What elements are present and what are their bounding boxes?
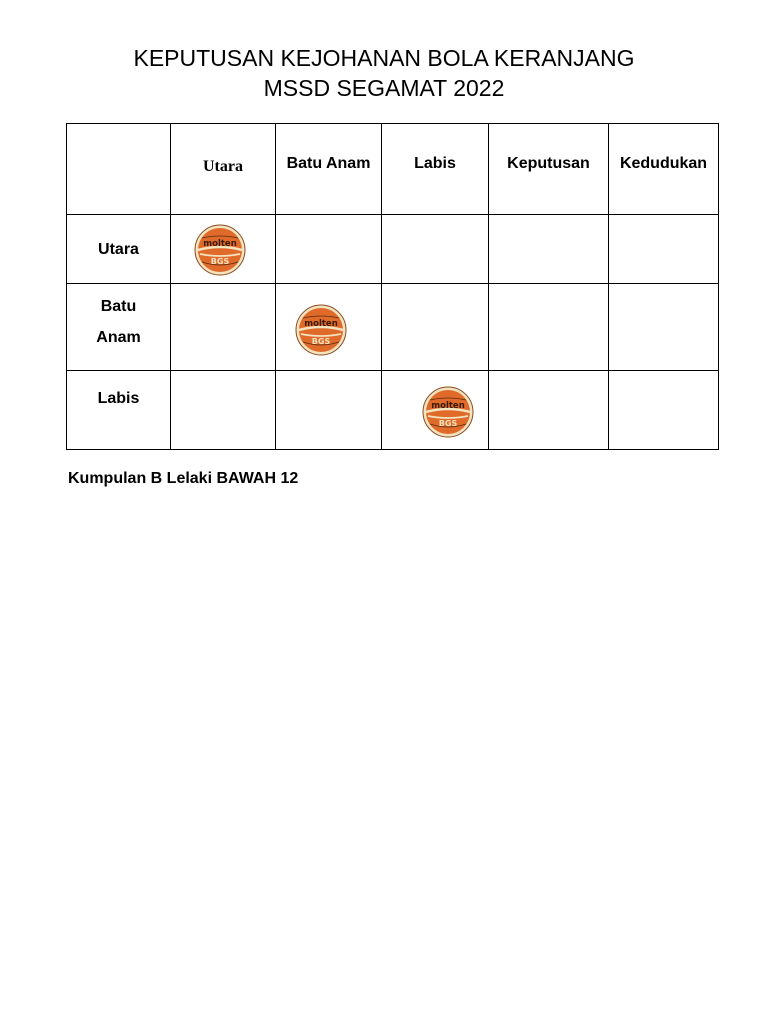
row-label-cell-utara	[67, 215, 171, 284]
row-label-labis: Labis	[97, 390, 140, 407]
table-row-batu-anam	[67, 284, 719, 371]
group-caption: Kumpulan B Lelaki BAWAH 12	[68, 470, 299, 487]
cell-batu-anam-vs-utara	[171, 284, 276, 371]
table-row-utara	[67, 215, 719, 284]
header-cell-utara	[171, 124, 276, 215]
row-label-batu-anam-line1: Batu	[100, 298, 137, 315]
cell-utara-vs-batu-anam	[276, 215, 382, 284]
row-label-batu-anam	[67, 291, 170, 353]
cell-batu-anam-vs-labis	[382, 284, 489, 371]
cell-labis-vs-utara	[171, 371, 276, 450]
svg-text:BGS: BGS	[311, 337, 331, 346]
svg-text:BGS: BGS	[438, 419, 458, 428]
cell-utara-kedudukan	[609, 215, 719, 284]
row-label-cell-labis	[67, 371, 171, 450]
svg-text:molten: molten	[304, 319, 338, 329]
cell-batu-anam-keputusan	[489, 284, 609, 371]
cell-batu-anam-vs-batu-anam	[276, 284, 382, 371]
table-header-row	[67, 124, 719, 215]
row-label-utara: Utara	[98, 241, 139, 258]
row-label-batu-anam-line2: Anam	[96, 329, 141, 346]
header-cell-kedudukan	[609, 124, 719, 215]
svg-text:molten: molten	[431, 401, 465, 411]
basketball-icon	[295, 304, 347, 356]
document-title-line2: MSSD SEGAMAT 2022	[263, 75, 505, 101]
cell-batu-anam-kedudukan	[609, 284, 719, 371]
results-table	[66, 123, 719, 450]
column-header-batu-anam: Batu Anam	[286, 155, 371, 172]
header-cell-batu-anam	[276, 124, 382, 215]
cell-labis-kedudukan	[609, 371, 719, 450]
cell-labis-keputusan	[489, 371, 609, 450]
table-row-labis	[67, 371, 719, 450]
cell-utara-vs-utara	[171, 215, 276, 284]
header-cell-keputusan	[489, 124, 609, 215]
corner-cell	[67, 124, 171, 215]
cell-utara-vs-labis	[382, 215, 489, 284]
column-header-utara: Utara	[203, 158, 243, 175]
column-header-labis: Labis	[414, 155, 456, 172]
cell-utara-keputusan	[489, 215, 609, 284]
basketball-icon	[194, 224, 246, 276]
svg-text:molten: molten	[203, 239, 237, 249]
cell-labis-vs-batu-anam	[276, 371, 382, 450]
row-label-cell-batu-anam	[67, 284, 171, 371]
svg-text:BGS: BGS	[210, 257, 230, 266]
column-header-keputusan: Keputusan	[507, 155, 590, 172]
column-header-kedudukan: Kedudukan	[619, 155, 708, 172]
cell-labis-vs-labis	[382, 371, 489, 450]
document-title-line1: KEPUTUSAN KEJOHANAN BOLA KERANJANG	[133, 45, 635, 71]
header-cell-labis	[382, 124, 489, 215]
basketball-icon	[422, 386, 474, 438]
